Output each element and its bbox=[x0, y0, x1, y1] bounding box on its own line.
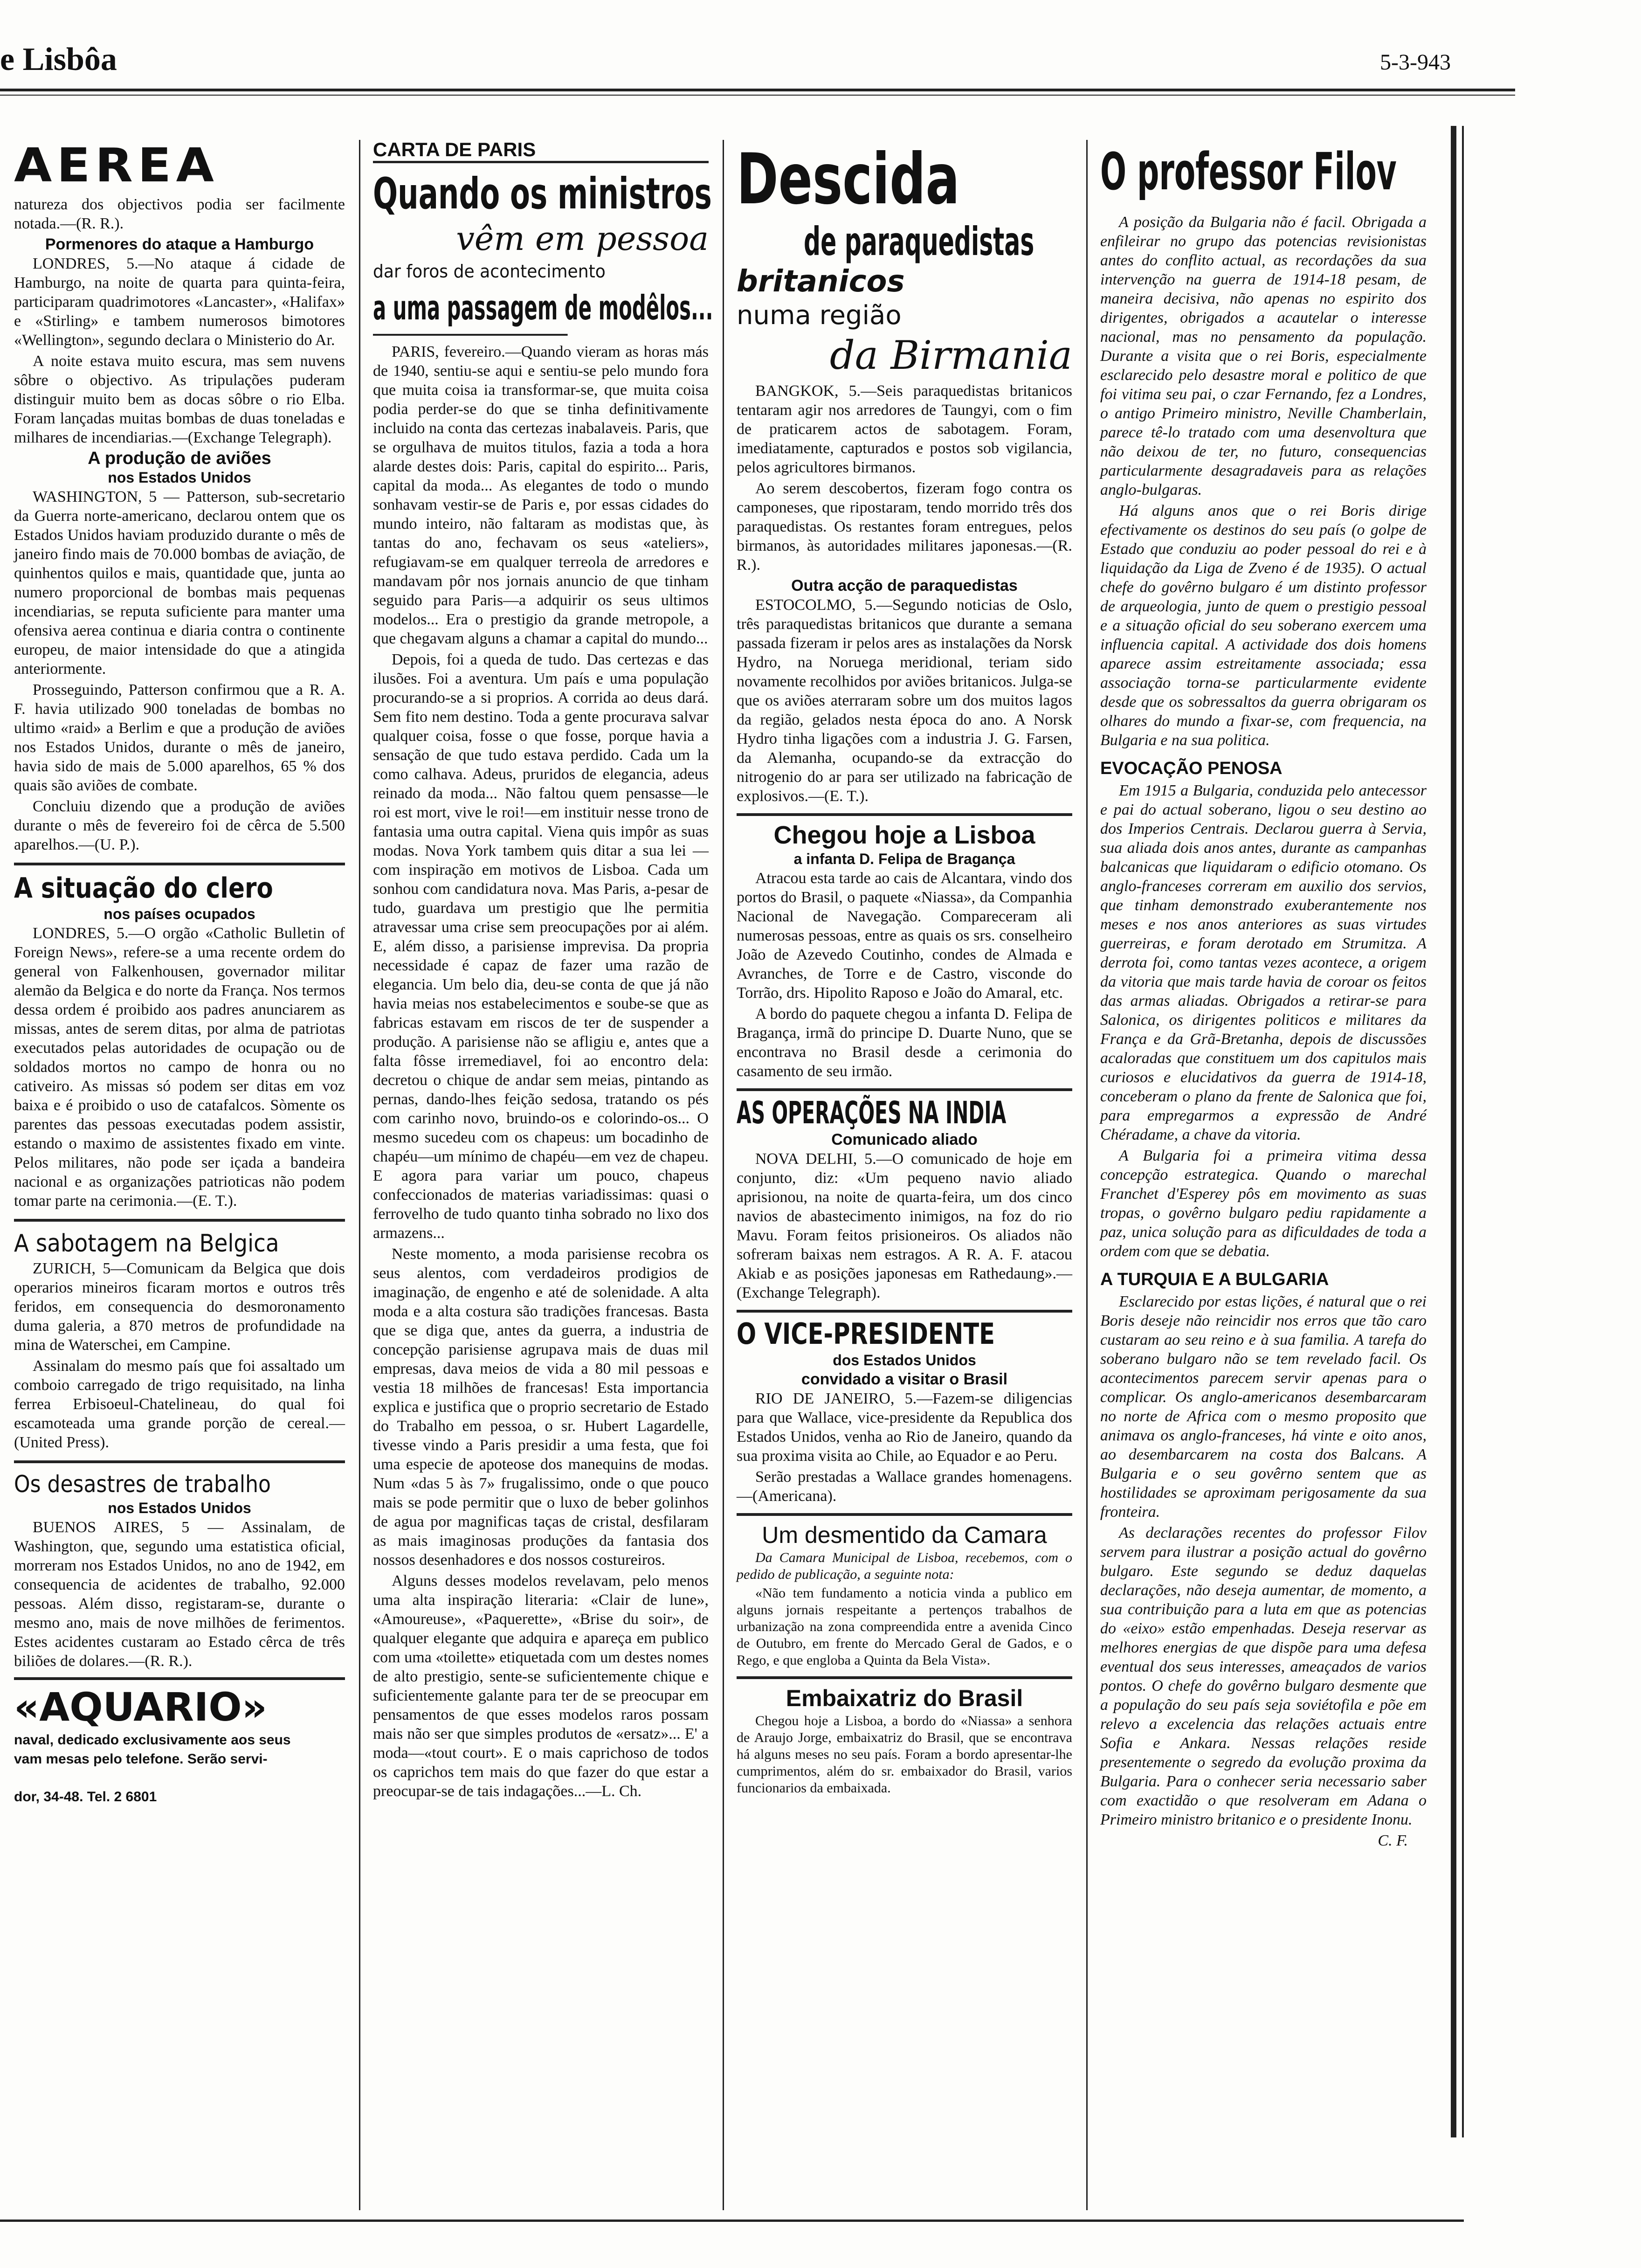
article-paragraph: RIO DE JANEIRO, 5.—Fazem-se diligencias para que Wallace, vice-presidente da Republica dos Estados Unidos, venha ao Rio de Janeiro, quando da sua proxima visita ao Chile, ao Equador e ao Peru. bbox=[737, 1390, 1072, 1465]
column-1 bbox=[14, 138, 345, 2220]
article-paragraph: Depois, foi a queda de tudo. Das certezas e das ilusões. Foi a aventura. Um país e uma população procurando-se a si proprios. A corrida ao deus dará. Sem fito nem destino. Toda a gente procurava salvar qualquer coisa, fosse o que fosse, porque havia a sensação de que tudo estava perdido. Cada um la como calhava. Adeus, pruridos de elegancia, adeus reinado da moda... Não faltou quem pensasse—le roi est mort, vive le roi!—em instituir nesse trono de fantasia uma outra capital. Viena quis impôr as suas modas. Nova York tambem quis ditar a sua lei —com inspiração em motivos de Lisboa. Cada um sonhou com candidatura nova. Mas Paris, a-pesar de tudo, guardava um prestigio que lhe permitia atravessar uma crise sem preocupações por ai além. E, além disso, a parisiense imprevisa. Da propria necessidade é capaz de fazer uma razão de elegancia. Um belo dia, deu-se conta de que já não havia meias nos estabelecimentos e soube-se que as fabricas estavam em riscos de ter de suspender a produção. A parisiense não se afligiu e, antes que a falta fôsse irremediavel, foi ao encontro dela: decretou o chique de andar sem meias, pintando as pernas, dando-lhes feição sedosa, tratando os pés com carinho novo, bruindo-os e colorindo-os... O mesmo sucedeu com os chapeus: um bocadinho de chapéu—um mínimo de chapéu—em vez de chapeu. E agora para variar um pouco, chapeus confeccionados de materias variadissimas: quasi o ferrovelho de tudo quanto tinha sobrado no lixo dos armazens... bbox=[373, 651, 709, 1242]
article-paragraph: As declarações recentes do professor Filov servem para ilustrar a posição actual do govêrno bulgaro. Este segundo se deduz daquelas declarações, não deseja aumentar, de momento, a sua contribuição para a luta em que as potencias do «eixo» estão empenhadas. Deseja reservar as melhores energias de que dispõe para uma defesa eventual dos seus interesses, ameaçados de varios pontos. O chefe do govêrno bulgaro desmente que a população do seu país seja soviétofila e põe em relevo a excelencia das relações actuais entre Sofia e Ankara. Nessas relações reside presentemente o segredo da evolução proxima da Bulgaria. Para o conhecer seria necessario saber com exactidão o que resolveram em Adana o Primeiro ministro britanico e o presidente Inonu. bbox=[1100, 1524, 1427, 1828]
lisboa-headline: Chegou hoje a Lisboa bbox=[773, 821, 1035, 849]
carta-kicker: CARTA DE PARIS bbox=[373, 140, 709, 163]
clero-headline: A situação do clero bbox=[14, 872, 273, 905]
article-paragraph: Neste momento, a moda parisiense recobra os seus alentos, com verdadeiros prodigios de imaginação, de engenho e até de solenidade. A alta moda e a alta costura são tradições francesas. Basta que se diga que, antes da guerra, a industria de concepção parisiense agrupava mais de duas mil empresas, dava meios de vida a 80 mil pessoas e vestia 18 milhões de francesas! Esta importancia explica e justifica que o proprio secretario de Estado do Trabalho em pessoa, o sr. Hubert Lagardelle, tivesse vindo a Paris presidir a uma festa, que foi uma especie de apoteose dos manequins de modas. Num «das 5 às 7» frugalissimo, onde o que pouco mais se pode permitir que o luxo de beber golinhos de agua por magnificas taças de cristal, desfilaram as mais imaginosas produções da fantasia dos nossos desenhadores e dos nossos costureiros. bbox=[373, 1245, 709, 1569]
article-paragraph: WASHINGTON, 5 — Patterson, sub-secretario da Guerra norte-americano, declarou ontem que os Estados Unidos haviam produzido durante o mês de janeiro findo mais de 70.000 bombas de aviação, de quinhentos quilos e mais, quantidade que, junta ao numero proporcional de bombas mais pequenas incendiarias, se reputa suficiente para manter uma ofensiva aerea continua e diaria contra o continente europeu, de maior intensidade do que a atingida anteriormente. bbox=[14, 488, 345, 678]
article-paragraph: LONDRES, 5.—O orgão «Catholic Bulletin of Foreign News», refere-se a uma recente ordem do general von Falkenhousen, governador militar alemão da Belgica e do norte da França. Nos termos dessa ordem é proibido aos padres anunciarem as missas, antes de serem ditas, por alma de patriotas executados pelas autoridades de ocupação ou de soldados mortos no campo de honra ou no cativeiro. As missas só podem ser ditas em voz baixa e é proibido o uso de catafalcos. Sòmente os parentes das pessoas executadas podem assistir, estando o maximo de assistentes fixado em vinte. Pelos militares, não pode ser içada a bandeira nacional e as organizações patrioticas não podem tomar parte na cerimonia.—(E. T.). bbox=[14, 925, 345, 1210]
article-paragraph: Atracou esta tarde ao cais de Alcantara, vindo dos portos do Brasil, o paquete «Niassa», da Companhia Nacional de Navegação. Compareceram ali numerosas pessoas, entre as quais os srs. conselheiro João de Azevedo Coutinho, condes de Almada e Avranches, de Torre e de Castro, visconde do Torrão, drs. Hipolito Raposo e João do Amaral, etc. bbox=[737, 870, 1072, 1002]
masthead-rule-thin bbox=[0, 95, 1515, 96]
aquario-line: naval, dedicado exclusivamente aos seus bbox=[14, 1732, 291, 1748]
subhead-avioes: A produção de aviões bbox=[88, 449, 271, 468]
vice-headline: O VICE-PRESIDENTE bbox=[737, 1317, 995, 1351]
bottom-rule bbox=[0, 2220, 1464, 2222]
article-paragraph: Da Camara Municipal de Lisboa, recebemos, com o pedido de publicação, a seguinte nota: bbox=[737, 1550, 1072, 1582]
article-paragraph: BANGKOK, 5.—Seis paraquedistas britanicos tentaram agir nos arredores de Taungyi, com o fim de praticarem actos de sabotagem. Foram, imediatamente, capturados e postos sob vigilancia, pelos agricultores birmanos. bbox=[737, 382, 1072, 476]
page-border bbox=[1451, 126, 1456, 2137]
article-paragraph: ZURICH, 5—Comunicam da Belgica que dois operarios mineiros ficaram mortos e outros três feridos, em consequencia do desmoronamento duma galeria, a 870 metros de profundidade na mina de Waterschei, em Campine. bbox=[14, 1260, 345, 1354]
aquario-line: dor, 34-48. Tel. 2 6801 bbox=[14, 1789, 157, 1805]
carta-headline-3: dar foros de acontecimento bbox=[373, 261, 606, 282]
descida-headline: Descida bbox=[737, 139, 960, 220]
descida-headline-4: numa região bbox=[737, 300, 902, 331]
signature: C. F. bbox=[1378, 1832, 1408, 1849]
masthead-title: e Lisbôa bbox=[0, 41, 117, 77]
article-paragraph: Concluiu dizendo que a produção de aviões durante o mês de fevereiro foi de cêrca de 5.500 aparelhos.—(U. P.). bbox=[14, 798, 345, 853]
desastres-headline: Os desastres de trabalho bbox=[14, 1471, 271, 1498]
article-paragraph: natureza dos objectivos podia ser facilmente notada.—(R. R.). bbox=[14, 196, 345, 232]
desastres-subhead: nos Estados Unidos bbox=[108, 1500, 251, 1516]
descida-headline-2: de paraquedistas bbox=[804, 219, 1034, 264]
column-4 bbox=[1100, 140, 1427, 2220]
article-paragraph: Alguns desses modelos revelavam, pelo menos uma alta inspiração literaria: «Clair de lune», «Amoureuse», «Paquerette», «Brise du soir», de qualquer elegante que adquira e apareça em publico com uma «toilette» etiquetada com um destes nomes de alto prestigio, sente-se suficientemente chique e suficientemente galante para ter de se preocupar em pensamentos de que esses modelos raros possam mais não ser que simples produtos de «ersatz»... E' a moda—«tout court». E o mais caprichoso de todos os caprichos tem mais do que fazer do que estar a preocupar-se de tais indagações...—L. Ch. bbox=[373, 1572, 709, 1800]
subhead-hamburgo: Pormenores do ataque a Hamburgo bbox=[45, 235, 314, 253]
article-paragraph: Esclarecido por estas lições, é natural que o rei Boris deseje não reincidir nos erros que tão caro custaram ao seu reino e à sua familia. A tarefa do soberano bulgaro não se tem revelado facil. Os acontecimentos parecem servir apenas para o complicar. Os anglo-americanos desembarcaram no norte de Africa com o mesmo proposito que animava os anglo-franceses, há vinte e oito anos, ao desembarcarem na costa dos Balcans. A Bulgaria e o seu govêrno sentem que as hostilidades se aproximam perigosamente da sua fronteira. bbox=[1100, 1293, 1427, 1521]
subhead-outra: Outra acção de paraquedistas bbox=[791, 577, 1018, 595]
article-paragraph: Ao serem descobertos, fizeram fogo contra os camponeses, que ripostaram, tendo morrido três dos paraquedistas. Os restantes foram entregues, pelos birmanos, às autoridades militares japonesas.—(R. R.). bbox=[737, 480, 1072, 574]
article-paragraph: Em 1915 a Bulgaria, conduzida pelo antecessor e pai do actual soberano, ligou o seu destino ao dos Imperios Centrais. Declarou guerra à Servia, sua aliada dois anos antes, durante as campanhas balcanicas que liquidaram o edificio otomano. Os anglo-franceses correram em auxilio dos servios, que tinham demonstrado exuberantemente nos meses e nos anos anteriores as suas virtudes guerreiras, e foram derotado em Strumitza. A derrota foi, como tantas vezes acontece, a origem da vitoria que mais tarde havia de coroar os feitos das armas aliadas. Obrigados a retirar-se para Salonica, os dirigentes politicos e militares da França e da Grã-Bretanha, depois de discussões acaloradas que constituem um dos capitulos mais curiosos e elucidativos da guerra de 1914-18, conceberam o plano da frente de Salonica que foi, para empregarmos a expressão de André Chéradame, a chave da vitoria. bbox=[1100, 782, 1427, 1143]
sabotagem-headline: A sabotagem na Belgica bbox=[14, 1230, 279, 1258]
article-paragraph: Há alguns anos que o rei Boris dirige efectivamente os destinos do seu país (o golpe de Estado que conduziu ao poder pessoal do rei e à liquidação da Liga de Zveno é de 1935). O actual chefe do govêrno bulgaro é um distinto professor de arqueologia, junto de quem o prestigio pessoal e a situação oficial do seu soberano exercem uma influencia capital. A actividade dos dois homens aparece assim estreitamente associada; essa associação torna-se particularmente evidente desde que os sobressaltos da guerra obrigaram os olhares do mundo a fixar-se, com frequencia, na Bulgaria e na sua politica. bbox=[1100, 502, 1427, 749]
camara-headline: Um desmentido da Camara bbox=[762, 1522, 1047, 1548]
vice-subhead-2: convidado a visitar o Brasil bbox=[801, 1370, 1008, 1388]
carta-headline: Quando os ministros bbox=[373, 169, 712, 219]
masthead-rule bbox=[0, 89, 1515, 91]
descida-headline-3: britanicos bbox=[737, 264, 905, 299]
article-paragraph: A bordo do paquete chegou a infanta D. Felipa de Bragança, irmã do principe D. Duarte Nuno, que se encontrava no Brasil desde a cerimonia do casamento de seu irmão. bbox=[737, 1005, 1072, 1080]
subhead-evocacao: EVOCAÇÃO PENOSA bbox=[1100, 759, 1282, 778]
article-paragraph: Assinalam do mesmo país que foi assaltado um comboio carregado de trigo requisitado, na linha ferrea Erbisoeul-Chatelineau, do qual foi escamoteada uma grande porção de cereal.—(United Press). bbox=[14, 1357, 345, 1451]
column-rule bbox=[1086, 140, 1088, 2210]
lisboa-subhead: a infanta D. Felipa de Bragança bbox=[793, 850, 1015, 867]
clero-subhead: nos países ocupados bbox=[103, 906, 255, 922]
column-2 bbox=[373, 138, 713, 2220]
masthead-date: 5-3-943 bbox=[1380, 50, 1451, 75]
article-paragraph: Serão prestadas a Wallace grandes homenagens.—(Americana). bbox=[737, 1468, 1072, 1505]
column-rule bbox=[723, 140, 724, 2210]
filov-headline: O professor Filov bbox=[1100, 142, 1397, 201]
column-rule bbox=[359, 140, 360, 2210]
embaixatriz-headline: Embaixatriz do Brasil bbox=[786, 1685, 1023, 1711]
aerea-headline: AEREA bbox=[14, 138, 219, 193]
article-paragraph: Chegou hoje a Lisboa, a bordo do «Niassa» a senhora de Araujo Jorge, embaixatriz do Brasil, que se encontrava há alguns meses no seu país. Foram a bordo apresentar-lhe cumprimentos, além do sr. embaixador do Brasil, varios funcionarios da embaixada. bbox=[737, 1713, 1072, 1796]
india-subhead: Comunicado aliado bbox=[831, 1131, 978, 1148]
carta-headline-4: a uma passagem de modêlos... bbox=[373, 285, 568, 336]
subhead-turquia: A TURQUIA E A BULGARIA bbox=[1100, 1270, 1329, 1289]
article-paragraph: ESTOCOLMO, 5.—Segundo noticias de Oslo, três paraquedistas britanicos que durante a semana passada fizeram ir pelos ares as instalações da Norsk Hydro, na Noruega meridional, teriam sido novamente recolhidos por aviões britanicos. Julga-se que os aviões aterraram sobre um dos muitos lagos da região, gelados nesta época do ano. A Norsk Hydro tinha ligações com a industria J. G. Farsen, da Alemanha, ocupando-se da extracção do nitrogenio do ar para ser utilizado na fabricação de explosivos.—(E. T.). bbox=[737, 596, 1072, 805]
article-paragraph: PARIS, fevereiro.—Quando vieram as horas más de 1940, sentiu-se aqui e sentiu-se pelo mundo fora que muita coisa ia transformar-se, que muita coisa podia perder-se do que se tinha definitivamente incluido na conta das certezas inabalaveis. Paris, que se orgulhava de muitos titulos, fazia a toda a hora alarde destes dois: Paris, capital do espirito... Paris, capital da moda... As elegantes de todo o mundo sonhavam vestir-se de Paris e, por essas cidades do mundo inteiro, não faltaram as modistas que, às tantas do ano, fechavam os seus «ateliers», refugiavam-se em qualquer terreola de arredores e mandavam pôr nos jornais anuncio de que tinham seguido para Paris—a adquirir os seus ultimos modelos... Era o prestigio da grande metropole, a que chegavam alguns a chamar a capital do mundo... bbox=[373, 343, 709, 647]
article-paragraph: A posição da Bulgaria não é facil. Obrigada a enfileirar no grupo das potencias revisionistas antes do conflito actual, as recordações da sua intervenção na guerra de 1914-18 pesam, de maneira decisiva, não apenas no espirito dos dirigentes, obrigados a acautelar o interesse nacional, mas no pensamento da população. Durante a visita que o rei Boris, especialmente esclarecido pelo desastre moral e politico de que foi vitima seu pai, o czar Fernando, fez a Londres, o antigo Primeiro ministro, Neville Chamberlain, parece tê-lo tratado com uma desenvoltura que não deixou de ter, no futuro, consequencias particularmente desagradaveis para as relações anglo-bulgaras. bbox=[1100, 214, 1427, 498]
article-paragraph: LONDRES, 5.—No ataque á cidade de Hamburgo, na noite de quarta para quinta-feira, participaram quadrimotores «Lancaster», «Halifax» e «Stirling» e tambem numerosos bimotores «Wellington», segundo declara o Ministerio do Ar. bbox=[14, 255, 345, 349]
article-paragraph: Prosseguindo, Patterson confirmou que a R. A. F. havia utilizado 900 toneladas de bombas no ultimo «raid» a Berlim e que a produção de aviões nos Estados Unidos, durante o mês de janeiro, havia sido de mais de 5.000 aparelhos, 65 % dos quais são aviões de combate. bbox=[14, 681, 345, 794]
article-paragraph: A noite estava muito escura, mas sem nuvens sôbre o objectivo. As tripulações puderam distinguir muito bem as docas sôbre o rio Elba. Foram lançadas muitas bombas de duas toneladas e milhares de incendiarias.—(Exchange Telegraph). bbox=[14, 353, 345, 446]
descida-headline-5: da Birmania bbox=[829, 332, 1072, 378]
article-paragraph: «Não tem fundamento a noticia vinda a publico em alguns jornais respeitante a pertenços trabalhos de urbanização na zona compreendida entre a avenida Cinco de Outubro, em frente do Mercado Geral de Gados, e o Rego, e que engloba a Quinta da Bela Vista». bbox=[737, 1585, 1072, 1668]
aquario-title: «AQUARIO» bbox=[14, 1684, 267, 1730]
aquario-ad bbox=[14, 1677, 345, 1806]
article-paragraph: NOVA DELHI, 5.—O comunicado de hoje em conjunto, diz: «Um pequeno navio aliado aprisionou, na noite de quarta-feira, um dos cinco navios de abastecimento inimigos, na foz do rio Mavu. Foram feitos prisioneiros. Os aliados não sofreram baixas nem estragos. A R. A. F. atacou Akiab e as posições japonesas em Rathedaung».—(Exchange Telegraph). bbox=[737, 1150, 1072, 1301]
article-paragraph: BUENOS AIRES, 5 — Assinalam, de Washington, que, segundo uma estatistica oficial, morreram nos Estados Unidos, no ano de 1942, em consequencia de acidentes de trabalho, 92.000 pessoas. Além disso, registaram-se, durante o mesmo ano, mais de nove milhões de ferimentos. Estes acidentes custaram ao Estado cêrca de três biliões de dolares.—(R. R.). bbox=[14, 1519, 345, 1670]
page-border-thin bbox=[1462, 126, 1464, 2137]
carta-headline-2: vêm em pessoa bbox=[456, 220, 709, 258]
aquario-line: vam mesas pelo telefone. Serão servi- bbox=[14, 1751, 268, 1767]
column-3 bbox=[737, 140, 1072, 2220]
india-headline: AS OPERAÇÕES NA INDIA bbox=[737, 1095, 1007, 1131]
article-paragraph: A Bulgaria foi a primeira vitima dessa concepção estrategica. Quando o marechal Franchet d'Esperey pôs em movimento as suas tropas, o govêrno bulgaro pediu rapidamente a paz, unica solução para as dificuldades de toda a ordem com que se debatia. bbox=[1100, 1147, 1427, 1260]
vice-subhead: dos Estados Unidos bbox=[833, 1352, 976, 1369]
subhead-avioes-2: nos Estados Unidos bbox=[108, 469, 251, 486]
